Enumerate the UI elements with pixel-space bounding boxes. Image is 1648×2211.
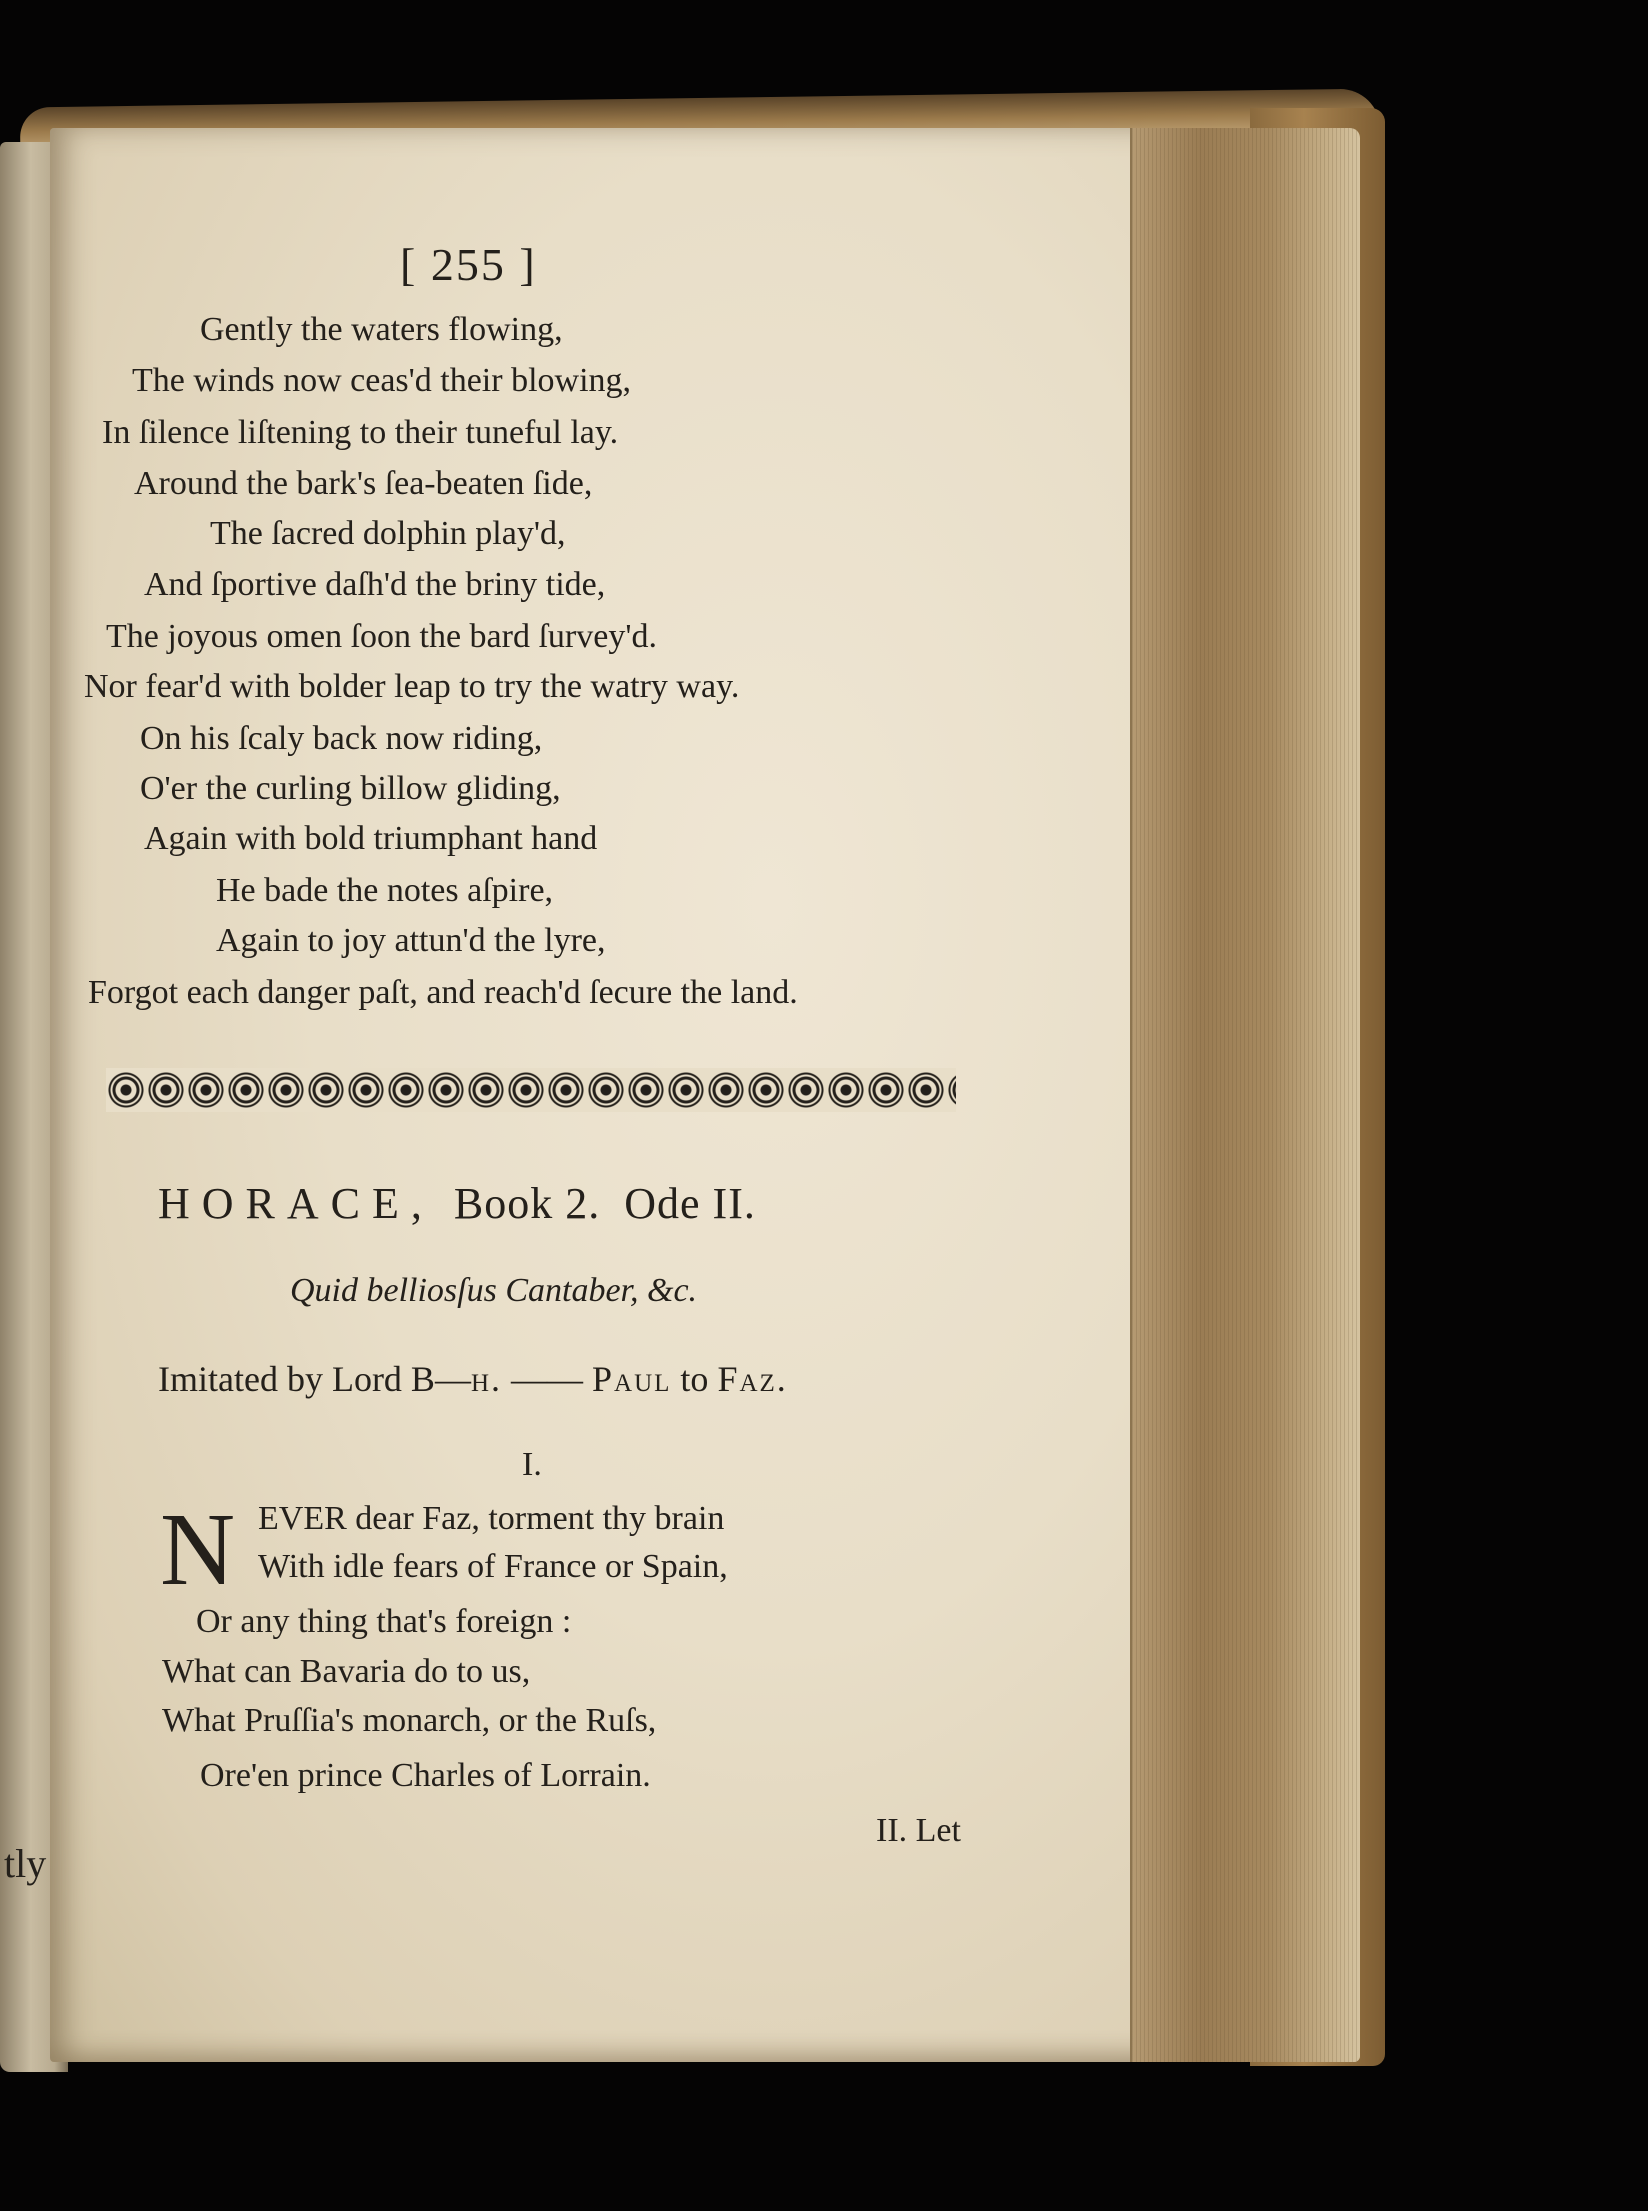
poem-line: Gently the waters flowing, [200,311,563,348]
ode-line: Ore'en prince Charles of Lorrain. [200,1757,651,1794]
stanza-number: I. [522,1446,542,1483]
ode-line: EVER dear Faz, torment thy brain [258,1500,725,1537]
imitation-paul: Paul [592,1359,672,1399]
poem-line: The winds now ceas'd their blowing, [132,362,632,399]
poem-line: In ſilence liſtening to their tuneful lay. [102,414,619,451]
poem-line: He bade the notes aſpire, [216,872,554,909]
poem-line: The ſacred dolphin play'd, [210,515,566,552]
poem-line: Around the bark's ſea-beaten ſide, [134,465,593,502]
ornament-rosettes [106,1068,956,1112]
left-page-fragment: tly [4,1841,47,1886]
page-fore-edge [1130,128,1360,2062]
imitation-prefix: Imitated by Lord B— [158,1359,471,1399]
heading-author: HORACE, [158,1179,434,1228]
ode-line: What can Bavaria do to us, [162,1653,531,1690]
poem-line: Again with bold triumphant hand [144,820,598,857]
poem-line: Forgot each danger paſt, and reach'd ſecure the land. [88,974,798,1011]
poem-line: O'er the curling billow gliding, [140,770,561,807]
ode-heading [158,1178,756,1229]
ode-line: With idle fears of France or Spain, [258,1548,728,1585]
imitation-dash: —— [502,1359,593,1399]
poem-line: Again to joy attun'd the lyre, [216,922,606,959]
imitation-faz: Faz. [717,1359,788,1399]
page-number: [ 255 ] [400,239,537,290]
catchword: II. Let [876,1812,961,1849]
poem-line: On his ſcaly back now riding, [140,720,543,757]
imitation-attribution [158,1358,788,1400]
poem-line: Nor fear'd with bolder leap to try the watry way. [84,668,740,705]
poem-line: The joyous omen ſoon the bard ſurvey'd. [106,618,657,655]
printer-ornament-rule [106,1068,956,1112]
ode-line: Or any thing that's foreign : [196,1603,572,1640]
heading-book-ode: Book 2. Ode II. [453,1179,756,1228]
poem-line: And ſportive daſh'd the briny tide, [144,566,606,603]
imitation-to: to [671,1359,718,1399]
latin-incipit: Quid belliosſus Cantaber, &c. [290,1272,698,1309]
ode-line: What Pruſſia's monarch, or the Ruſs, [162,1702,657,1739]
drop-cap: N [160,1492,236,1607]
imitation-h: h. [470,1359,503,1399]
